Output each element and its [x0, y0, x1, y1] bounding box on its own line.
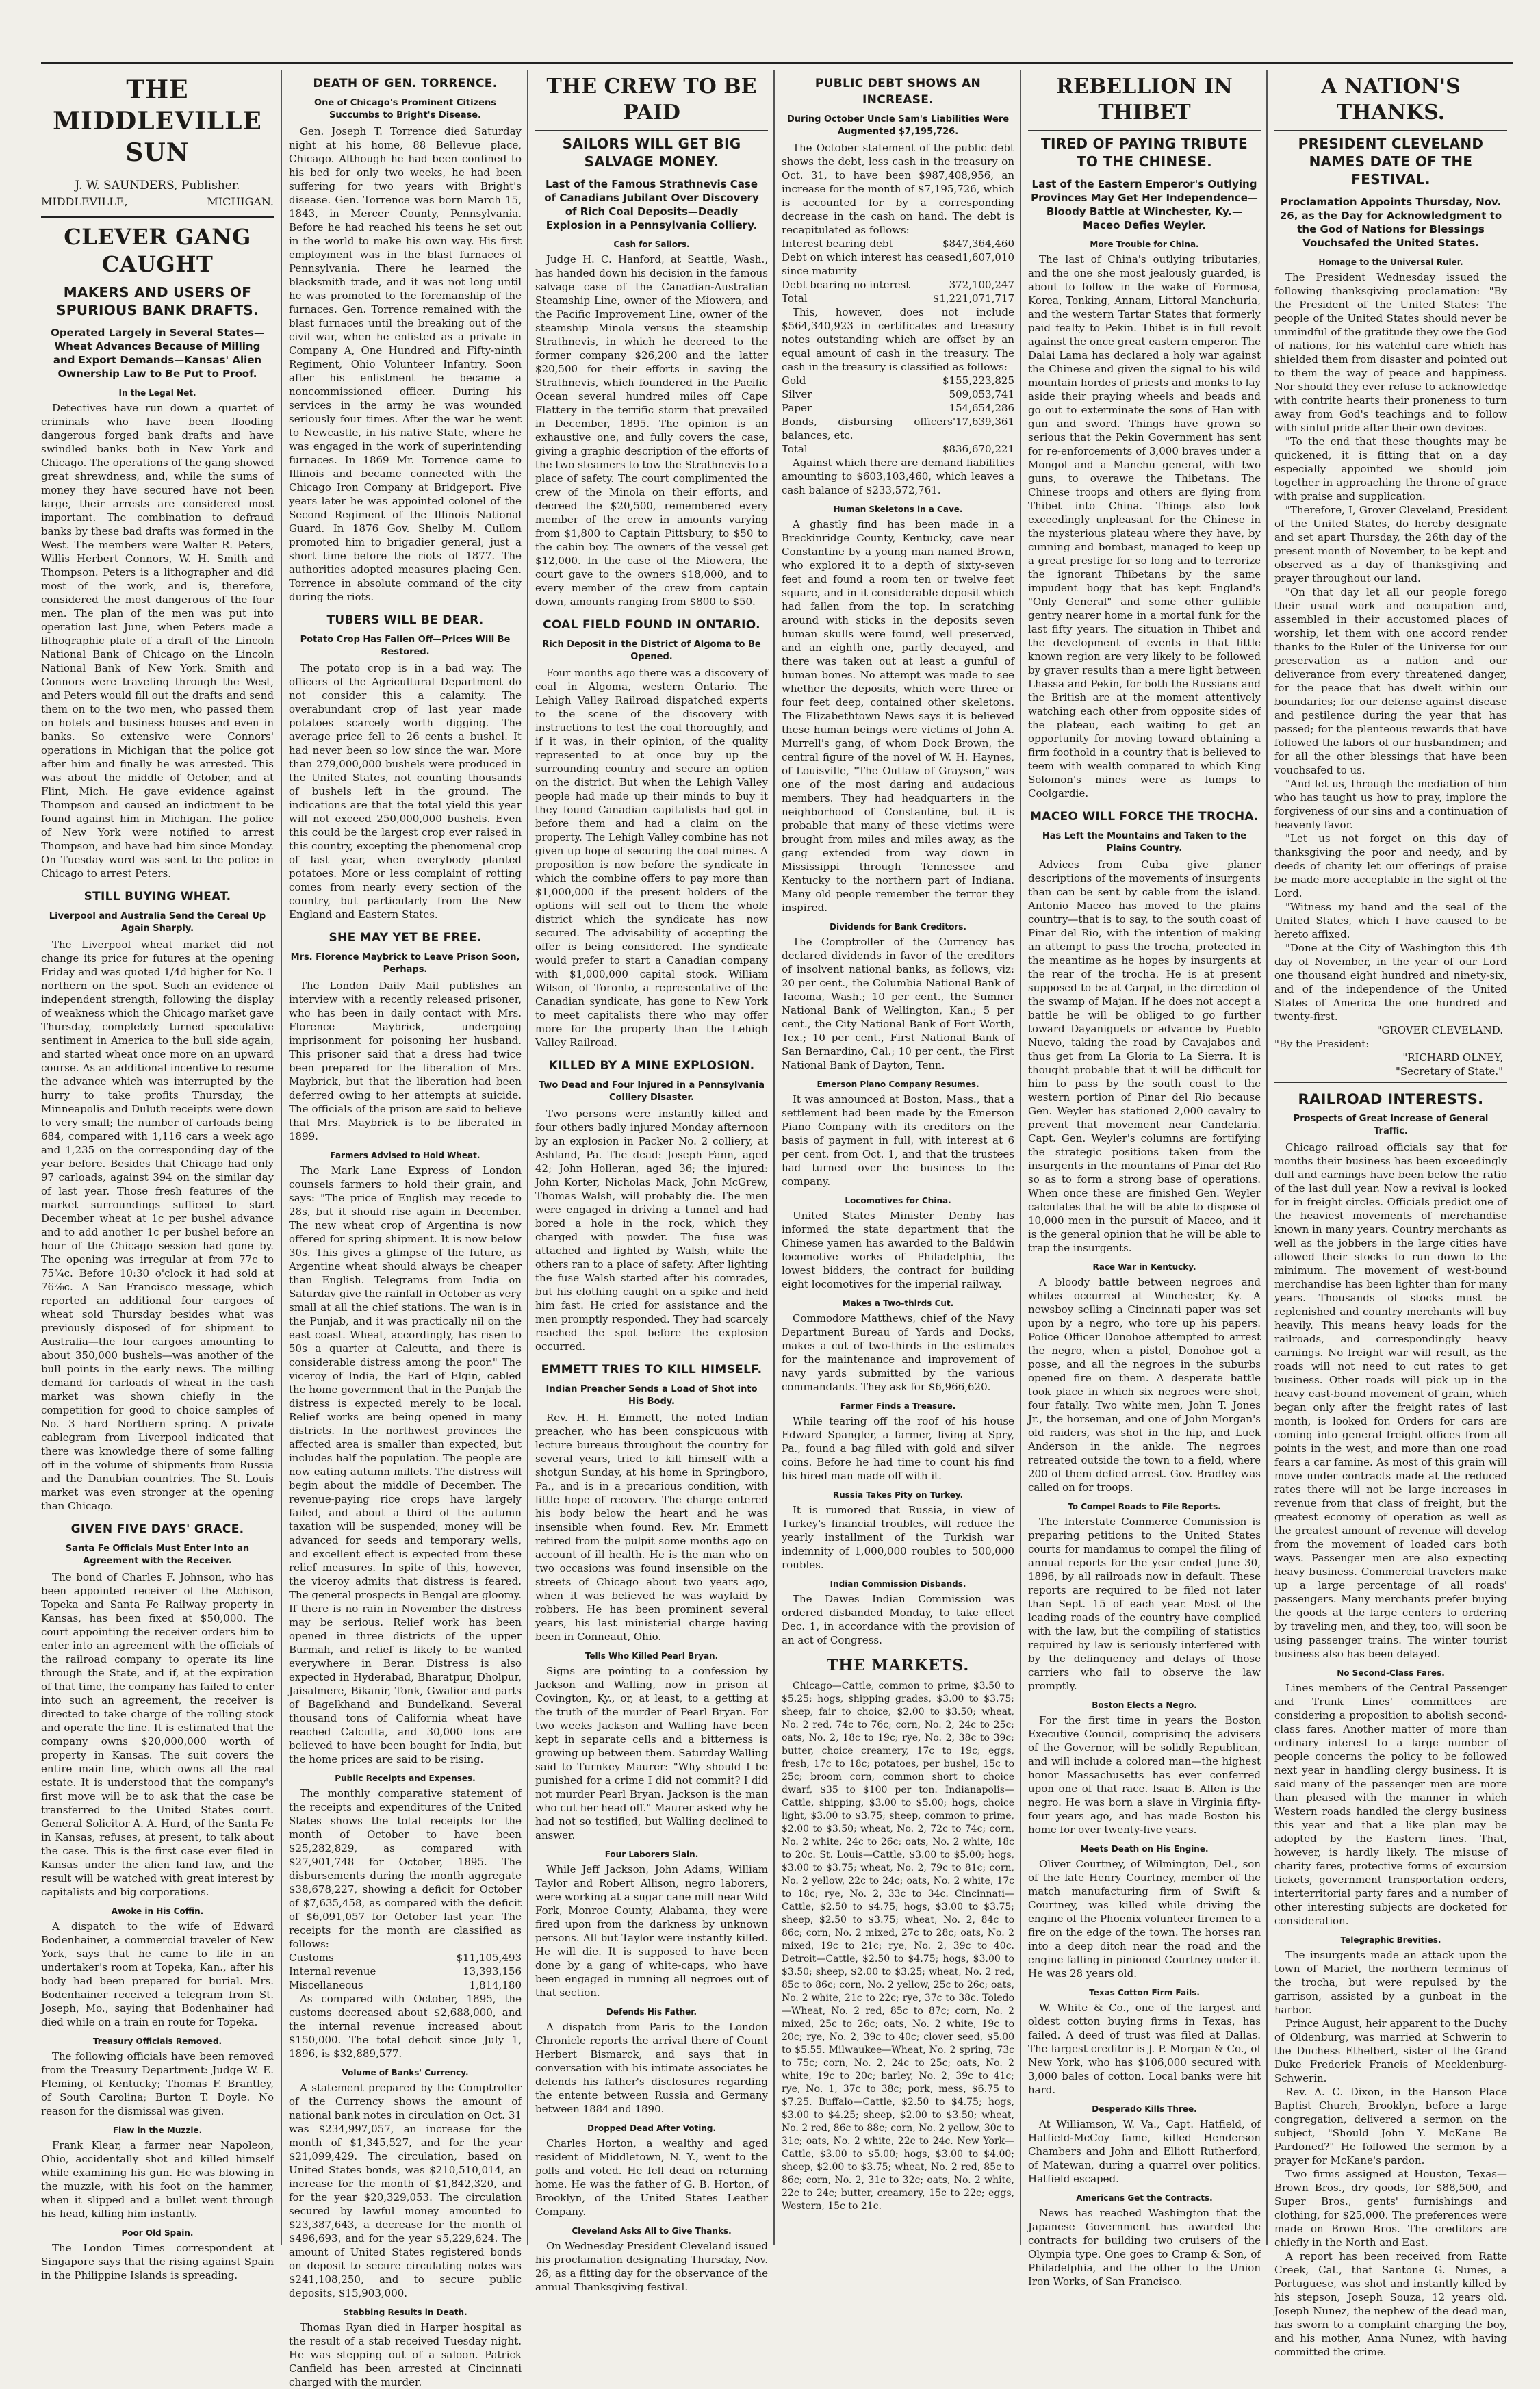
caption: Cash for Sailors.: [613, 240, 690, 249]
row-value: $1,221,071,717: [932, 292, 1014, 305]
headline: EMMETT TRIES TO KILL HIMSELF.: [541, 1363, 762, 1377]
caption: Americans Get the Contracts.: [1076, 2193, 1213, 2203]
caption: Dropped Dead After Voting.: [587, 2123, 717, 2133]
subhead: Has Left the Mountains and Taken to the Plains Country.: [1042, 831, 1247, 854]
column-divider: [281, 70, 282, 2245]
row-label: Paper: [782, 402, 812, 414]
article-text: On Wednesday President Cleveland issued his proclamation designating Thursday, Nov. 26, as a fitting day for the observance of the annual Thanksgiving festival.: [535, 2240, 768, 2293]
signature-line: "By the President:: [1274, 1038, 1370, 1050]
article-text: Signs are pointing to a confession by Jackson and Walling, now in prison at Covington, Ky., or, at least, to a getting at the truth of the murder of Pearl Bryan. For two weeks Jackson and Walling have been kept in separate cells and a bitterness is growing up between them. Saturday Walling said to Turnkey Maurer: "Why should I be punished for a crime I did not commit? I did not murder Pearl Bryan. Jackson is the man who cut her head off." Maurer asked why he had not so testified, but Walling declined to answer.: [535, 1665, 768, 1841]
subhead: One of Chicago's Prominent Citizens Succumbs to Bright's Disease.: [314, 98, 496, 120]
row-value: $847,364,460: [942, 238, 1014, 250]
top-rule: [41, 62, 1513, 64]
deck: SAILORS WILL GET BIG SALVAGE MONEY.: [562, 136, 741, 170]
divider: [535, 130, 768, 131]
headline: CLEVER GANG CAUGHT: [64, 224, 251, 277]
article-text: While Jeff Jackson, John Adams, William Taylor and Robert Allison, negro laborers, were working at a sugar cane mill near Wild Fork, Monroe County, Alabama, they were fired upon from the darkness by unknown persons. All but Taylor were instantly killed. He will die. It is supposed to have been done by a gang of white-caps, who have been engaged in running all negroes out of that section.: [535, 1863, 768, 1999]
row-label: Debt bearing no interest: [782, 279, 910, 291]
markets-title: THE MARKETS.: [826, 1657, 970, 1674]
headline: SHE MAY YET BE FREE.: [329, 931, 482, 945]
caption: Human Skeletons in a Cave.: [833, 504, 963, 514]
article-text: A dispatch from Paris to the London Chronicle reports the arrival there of Count Herbert Bismarck, and says that in conversation with his intimate associates he defends his father's disclosures regarding the entente between Russia and Germany between 1884 and 1890.: [535, 2021, 768, 2115]
article-text: The London Times correspondent at Singapore says that the rising against Spain in the Philippine Islands is spreading.: [41, 2242, 274, 2282]
article-text: The Mark Lane Express of London counsels farmers to hold their grain, and says: "The price of English may recede to 28s, but it should rise again in December. The new wheat crop of Argentina is now offered for spring shipment. It is now below 30s. This gives a glimpse of the future, as Argentine wheat should always be cheaper than English. Telegrams from India on Saturday give the rainfall in October as very small at all the chief stations. The wan is in the Punjab, and it was practically nil on the east coast. Wheat, accordingly, has risen to 50s a quarter at Calcutta, and there is considerable distress among the poor." The viceroy of India, the Earl of Elgin, cabled the home government that in the Punjab the distress is expected merely to be local. Relief works are being opened in many districts. In the northwest provinces the affected area is smaller than expected, but includes half the population. The people are now eating autumn millets. The distress will begin about the middle of December. The revenue-paying rice crops have largely failed, and about a third of the autumn taxation will be suspended; money will be advanced for seeds and temporary wells, and excellent effect is expected from these relief measures. In spite of this, however, the viceroy admits that distress is feared. The general prospects in Bengal are gloomy. If there is no rain in November the distress may be serious. Relief work has been opened in three districts of the upper Burmah, and relief is likely to be wanted everywhere in Berar. Distress is also expected in Hyderabad, Bharatpur, Dholpur, Jaisalmere, Bikanir, Tonk, Gwalior and parts of Bagelkhand and Bundelkand. Several thousand tons of California wheat have reached Calcutta, and 30,000 tons are believed to have been bought for India, but the home prices are said to be rising.: [289, 1164, 522, 1765]
table-row: [782, 278, 1014, 292]
column-5: [1028, 74, 1261, 2288]
row-label: Internal revenue: [289, 1965, 376, 1978]
caption: Awoke in His Coffin.: [111, 1906, 204, 1916]
subdeck: Last of the Famous Strathnevis Case of Canadians Jubilant Over Discovery of Rich Coal Deposits—Deadly Explosion in a Pennsylvania Colliery.: [544, 178, 759, 231]
debt-table: [782, 237, 1014, 305]
subhead: Prospects of Great Increase of General Traffic.: [1293, 1114, 1489, 1136]
caption: Desperado Kills Three.: [1092, 2104, 1197, 2114]
article-text: The London Daily Mail publishes an interview with a recently released prisoner, who has been in daily contact with Mrs. Florence Maybrick, undergoing imprisonment for poisoning her husband. This prisoner said that a dress had twice been prepared for the liberation of Mrs. Maybrick, but that the liberation had been deferred owing to her attempts at suicide. The officials of the prison are said to believe that Mrs. Maybrick is to be liberated in 1899.: [289, 980, 522, 1142]
divider: [1274, 130, 1507, 131]
article-text: The October statement of the public debt shows the debt, less cash in the treasury on Oct. 31, to have been $987,408,956, an increase for the month of $7,195,726, which is accounted for by a corresponding decrease in the cash on hand. The debt is recapitulated as follows:: [782, 142, 1014, 236]
article-text: A bloody battle between negroes and whites occurred at Winchester, Ky. A newsboy selling a Cincinnati paper was set upon by a negro, who tore up his papers. Police Officer Donohoe attempted to arrest the negro, when a pistol, Donohoe got a posse, and all the negroes in the suburbs opened fire on them. A desperate battle took place in which six negroes were shot, four fatally. Two white men, John T. Jones Jr., the horseman, and one of John Morgan's old raiders, was shot in the hip, and Luck Anderson in the ankle. The negroes retreated outside the town to a field, where 200 of them defied arrest. Gov. Bradley was called on for troops.: [1028, 1276, 1261, 1494]
article-text: Two firms assigned at Houston, Texas—Brown Bros., dry goods, for $88,500, and Super Bros., gents' furnishings and clothing, for $25,000. The preferences were made on Brown Bros. The creditors are chiefly in the North and East.: [1274, 2168, 1507, 2249]
cash-table: [782, 374, 1014, 456]
article-text: Chicago railroad officials say that for months their business has been exceedingly dull and earnings have been below the ratio of the last dull year. Now a revival is looked for in freight circles. Officials predict one of the heaviest movements of merchandise known in many years. Country merchants as well as the jobbers in the large cities have allowed their stocks to run down to the minimum. The movement of west-bound merchandise has been lighter than for many years. Thousands of stocks must be replenished and country merchants will buy heavily. This means heavy loads for the railroads, and correspondingly heavy earnings. No freight war will result, as the roads will not need to cut rates to get business. Other roads will pick up in the heavy east-bound movement of grain, which began only after the freight rates of last month, is looked for. Orders for cars are coming into general freight offices from all points in the west, and more than one road fears a car famine. As most of this grain will move under contracts made at the reduced rates there will not be large increases in revenue from that class of freight, but the greatest economy of operation as well as the greatest amount of revenue will develop from the movement of loaded cars both ways. Passenger men are also expecting heavy business. Commercial travelers make up a large percentage of all roads' passengers. Many merchants prefer buying the goods at the large centers to ordering by traveling men, and they, too, will soon be using passenger trains. The winter tourist business also has been delayed.: [1274, 1141, 1507, 1660]
article-text: "On that day let all our people forego their usual work and occupation and, assembled in their accustomed places of worship, let them with one accord render thanks to the Ruler of the Universe for our preservation as a nation and our deliverance from every threatened danger, for the peace that has dwelt within our boundaries; for our defense against disease and pestilence during the year that has passed; for the plenteous rewards that have followed the labors of our husbandmen; and for all the other blessings that have been vouchsafed to us.: [1274, 586, 1507, 776]
table-row: [782, 442, 1014, 456]
subhead: Mrs. Florence Maybrick to Leave Prison Soon, Perhaps.: [290, 952, 520, 975]
headline: DEATH OF GEN. TORRENCE.: [313, 77, 498, 90]
caption: Telegraphic Brevities.: [1340, 1935, 1441, 1945]
column-2: [289, 74, 522, 2388]
subdeck: Operated Largely in Several States—Wheat Advances Because of Milling and Export Demands—Kansas' Alien Ownership Law to Be Put to Proof.: [51, 327, 264, 380]
caption: Locomotives for China.: [845, 1196, 951, 1205]
headline: REBELLION IN THIBET: [1056, 75, 1233, 125]
caption: Stabbing Results in Death.: [343, 2308, 467, 2317]
row-label: Gold: [782, 374, 806, 387]
article-text: W. White & Co., one of the largest and oldest cotton buying firms in Texas, has failed. A deed of trust was filed at Dallas. The largest creditor is J. P. Morgan & Co., of New York, who has $106,000 secured with 3,000 bales of cotton. Local banks were hit hard.: [1028, 2002, 1261, 2096]
table-row: [782, 401, 1014, 415]
article-text: Oliver Courtney, of Wilmington, Del., son of the late Henry Courtney, member of the match manufacturing firm of Swift & Courtney, was killed while driving the engine of the Phoenix volunteer firemen to a fire on the edge of the town. The horses ran into a deep ditch near the road and the engine falling in pinioned Courtney under it. He was 28 years old.: [1028, 1858, 1261, 1980]
row-label: Debt on which interest has ceased since maturity: [782, 251, 962, 277]
deck: MAKERS AND USERS OF SPURIOUS BANK DRAFTS.: [56, 284, 259, 318]
table-row: [289, 1965, 522, 1978]
article-text: "Let us not forget on this day of thanksgiving the poor and needy, and by deeds of charity let our offerings of praise be made more acceptable in the sight of the Lord.: [1274, 832, 1507, 899]
article-text: The Comptroller of the Currency has declared dividends in favor of the creditors of insolvent national banks, as follows, viz: 20 per cent., the Columbia National Bank of Tacoma, Wash.; 10 per cent., the Sumner National Bank of Wellington, Kan.; 5 per cent., the City National Bank of Fort Worth, Tex.; 10 per cent., First National Bank of San Bernardino, Cal.; 10 per cent., the First National Bank of Dayton, Tenn.: [782, 936, 1014, 1071]
headline: COAL FIELD FOUND IN ONTARIO.: [543, 618, 760, 632]
caption: More Trouble for China.: [1090, 240, 1199, 249]
table-row: [782, 251, 1014, 278]
article-text: A ghastly find has been made in a Breckinridge County, Kentucky, cave near Constantine by a young man named Brown, who explored it to a depth of sixty-seven feet and found a room ten or twelve feet square, and in it considerable deposit which had fallen from the top. In scratching around with sticks in the deposits seven human skulls were found, well preserved, and an eighth one, partly decayed, and there was taken out at least a gunful of human bones. No attempt was made to see whether the deposits, which were three or four feet deep, contained other skeletons. The Elizabethtown News says it is believed these human beings were victims of John A. Murrell's gang, of whom Dock Brown, the central figure of the novel of W. H. Haynes, of Louisville, "The Outlaw of Grayson," was one of the most daring and audacious members. They had headquarters in the neighborhood of Constantine, but it is probable that many of these victims were brought from miles and miles away, as the gang extended from way down in Mississippi through Tennessee and Kentucky to the northern part of Indiana. Many old people remember the terror they inspired.: [782, 518, 1014, 914]
article-text: Four months ago there was a discovery of coal in Algoma, western Ontario. The Lehigh Valley Railroad dispatched experts to the scene of the discovery with instructions to test the coal thoroughly, and if it was, in their opinion, of the quality represented to at once buy up the surrounding country and secure an option on the district. But when the Lehigh Valley people had made up their minds to buy it they found Canadian capitalists had got in before them and had a claim on the property. The Lehigh Valley combine has not given up hope of securing the coal mines. A proposition is now before the syndicate in which the combine offers to pay more than $1,000,000 if the present holders of the options will sell out to them the whole district which the syndicate has now secured. The advisability of accepting the offer is being considered. The syndicate would prefer to start a Canadian company with $1,000,000 capital stock. William Wilson, of Toronto, a representative of the Canadian syndicate, has gone to New York to meet capitalists there who may offer more for the property than the Lehigh Valley Railroad.: [535, 667, 768, 1049]
subhead: Indian Preacher Sends a Load of Shot into His Body.: [546, 1384, 758, 1407]
article-text: The Interstate Commerce Commission is preparing petitions to the United States courts for mandamus to compel the filing of annual reports for the year ended June 30, 1896, by all railroads now in default. These reports are required to be filed not later than Sept. 15 of each year. Most of the leading roads of the country have complied with the law, but the compiling of statistics required by law is seriously interfered with by the delinquency and delays of those carriers who fail to observe the law promptly.: [1028, 1516, 1261, 1692]
masthead-location: [41, 194, 274, 210]
row-value: $836,670,221: [942, 443, 1014, 455]
caption: Public Receipts and Expenses.: [335, 1774, 476, 1783]
row-value: 1,814,180: [469, 1979, 522, 1991]
column-divider: [773, 70, 775, 2245]
caption: Meets Death on His Engine.: [1080, 1844, 1209, 1854]
divider: [1274, 1082, 1507, 1083]
headline: RAILROAD INTERESTS.: [1298, 1091, 1484, 1108]
column-1: [41, 74, 274, 2282]
column-divider: [1266, 70, 1268, 2245]
article-text: Rev. H. H. Emmett, the noted Indian preacher, who has been conspicuous with lecture bureaus throughout the country for several years, tried to kill himself with a shotgun Sunday, at his home in Springboro, Pa., and is in a precarious condition, with little hope of recovery. The charge entered his body below the heart and he was insensible when found. Rev. Mr. Emmett retired from the pulpit some months ago on account of ill health. He is the man who on two occasions was found insensible on the streets of Chicago about two years ago, when it was believed he was waylaid by robbers. He has been prominent several years, his last ministerial charge having been in Conneaut, Ohio.: [535, 1411, 768, 1643]
caption: Treasury Officials Removed.: [92, 2036, 222, 2046]
article-text: Prince August, heir apparent to the Duchy of Oldenburg, was married at Schwerin to the Duchess Ethelbert, sister of the Grand Duke Frederick Francis of Mecklenburg-Schwerin.: [1274, 2017, 1507, 2084]
article-text: Judge H. C. Hanford, at Seattle, Wash., has handed down his decision in the famous salvage case of the Canadian-Australian Steamship Line, owner of the Miowera, and the Pacific Improvement Line, owner of the steamship Minola versus the steamship Strathnevis, in which he decreed to the former company $26,200 and the latter $20,500 for their efforts in saving the Strathnevis, which foundered in the Pacific Ocean several hundred miles off Cape Flattery in the terrific storm that prevailed in December, 1895. The opinion is an exhaustive one, and fully covers the case, giving a graphic description of the efforts of the two steamers to tow the Strathnevis to a place of safety. The court complimented the crew of the Minola on their efforts, and decreed the $20,500, remembered every member of the crew in amounts varying from $1,800 to Captain Pittsbury, to $50 to the cabin boy. The owners of the vessel get $12,000. In the case of the Miowera, the court gave to the owners $18,000, and to every member of the crew from captain down, amounts ranging from $800 to $50.: [535, 253, 768, 608]
caption: Emerson Piano Company Resumes.: [817, 1079, 979, 1089]
caption: Russia Takes Pity on Turkey.: [832, 1490, 964, 1500]
masthead-state: MICHIGAN.: [207, 195, 274, 208]
signature-line: "Secretary of State.": [1395, 1065, 1503, 1077]
article-text: A report has been received from Ratte Creek, Cal., that Santone G. Nunes, a Portuguese, was shot and instantly killed by his stepson, Joseph Souza, 12 years old. Joseph Nunez, the nephew of the dead man, has sworn to a complaint charging the boy, and his mother, Anna Nunez, with having committed the crime.: [1274, 2250, 1507, 2358]
caption: Race War in Kentucky.: [1092, 1262, 1196, 1272]
caption: No Second-Class Fares.: [1337, 1668, 1445, 1678]
table-row: [782, 292, 1014, 305]
headline: TUBERS WILL BE DEAR.: [326, 613, 484, 627]
market-report: Chicago—Cattle, common to prime, $3.50 to $5.25; hogs, shipping grades, $3.00 to $3.75; sheep, fair to choice, $2.00 to $3.50; wheat, No. 2 red, 74c to 76c; corn, No. 2, 24c to 25c; oats, No. 2, 18c to 19c; rye, No. 2, 38c to 39c; butter, choice creamery, 17c to 19c; eggs, fresh, 17c to 18c; potatoes, per bushel, 15c to 25c; broom corn, common short to choice dwarf, $35 to $100 per ton. Indianapolis—Cattle, shipping, $3.00 to $5.00; hogs, choice light, $3.00 to $3.75; sheep, common to prime, $2.00 to $3.50; wheat, No. 2, 72c to 74c; corn, No. 2 white, 24c to 26c; oats, No. 2 white, 18c to 20c. St. Louis—Cattle, $3.00 to $5.00; hogs, $3.00 to $3.75; wheat, No. 2, 79c to 81c; corn, No. 2 yellow, 22c to 24c; oats, No. 2 white, 17c to 18c; rye, No. 2, 33c to 34c. Cincinnati—Cattle, $2.50 to $4.75; hogs, $3.00 to $3.75; sheep, $2.50 to $3.75; wheat, No. 2, 84c to 86c; corn, No. 2 mixed, 27c to 28c; oats, No. 2 mixed, 19c to 21c; rye, No. 2, 39c to 40c. Detroit—Cattle, $2.50 to $4.75; hogs, $3.00 to $3.50; sheep, $2.00 to $3.25; wheat, No. 2 red, 85c to 86c; corn, No. 2 yellow, 25c to 26c; oats, No. 2 white, 21c to 22c; rye, 37c to 38c. Toledo—Wheat, No. 2 red, 85c to 87c; corn, No. 2 mixed, 25c to 26c; oats, No. 2 white, 19c to 20c; rye, No. 2, 39c to 40c; clover seed, $5.00 to $5.55. Milwaukee—Wheat, No. 2 spring, 73c to 75c; corn, No. 2, 24c to 25c; oats, No. 2 white, 19c to 20c; barley, No. 2, 39c to 41c; rye, No. 1, 37c to 38c; pork, mess, $6.75 to $7.25. Buffalo—Cattle, $2.50 to $4.75; hogs, $3.00 to $4.25; sheep, $2.00 to $3.50; wheat, No. 2 red, 86c to 88c; corn, No. 2 yellow, 30c to 31c; oats, No. 2 white, 22c to 24c. New York—Cattle, $3.00 to $5.00; hogs, $3.00 to $4.00; sheep, $2.00 to $3.75; wheat, No. 2 red, 85c to 86c; corn, No. 2, 31c to 32c; oats, No. 2 white, 22c to 24c; butter, creamery, 15c to 22c; eggs, Western, 15c to 21c.: [782, 1681, 1014, 2212]
caption: Texas Cotton Firm Fails.: [1089, 1988, 1200, 1997]
divider: [1028, 130, 1261, 131]
row-value: 509,053,741: [949, 388, 1014, 400]
subhead: Potato Crop Has Fallen Off—Prices Will Be Restored.: [300, 635, 511, 657]
article-text: Advices from Cuba give planer descriptions of the movements of insurgents than can be sent by cable from the island. Antonio Maceo has moved to the plains country—that is to say, to the south coast of Pinar del Rio, with the intention of making an attempt to pass the trocha, protected in the meantime as he hopes by insurgents at the rear of the trocha. He is at present supposed to be at Carpal, in the direction of the swamp of Majan. If he does not accept a battle he will be obliged to go further toward Dayaniguets or advance by Pueblo Nuevo, taking the road by Cavajabos and thus get from La Gloria to La Sierra. It is thought probable that it will be difficult for him to pass by the south coast to the western portion of Pinar del Rio because Gen. Weyler has stationed 2,000 cavalry to prevent that movement near Candelaria. Capt. Gen. Weyler's columns are fortifying the strategic positions taken from the insurgents in the mountains of Pinar del Rio so as to form a strong base of operations. When once these are finished Gen. Weyler calculates that he will be able to dispose of 10,000 men in the pursuit of Maceo, and it is the general opinion that he will be able to trap the insurgents.: [1028, 858, 1261, 1254]
article-text: A statement prepared by the Comptroller of the Currency shows the amount of national bank notes in circulation on Oct. 31 was $234,997,057, an increase for the month of $1,345,527, and for the year $21,099,429. The circulation, based on United States bonds, was $210,510,014, an increase for the month of $1,842,320, and for the year $20,329,053. The circulation secured by lawful money amounted to $23,387,643, a decrease for the month of $496,693, and for the year $5,229,624. The amount of United States registered bonds on deposit to secure circulating notes was $241,108,250, and to secure public deposits, $15,903,000.: [289, 2082, 522, 2299]
caption: To Compel Roads to File Reports.: [1068, 1502, 1221, 1511]
caption: Makes a Two-thirds Cut.: [842, 1299, 954, 1308]
subdeck: Last of the Eastern Emperor's Outlying Provinces May Get Her Independence—Bloody Battle at Winchester, Ky.—Maceo Defies Weyler.: [1031, 178, 1258, 231]
article-text: For the first time in years the Boston Executive Council, comprising the advisers of the Governor, will be solidly Republican, and will include a colored man—the highest honor Massachusetts has ever conferred upon one of that race. Isaac B. Allen is the negro. He was born a slave in Virginia fifty-four years ago, and has made Boston his home for over twenty-five years.: [1028, 1714, 1261, 1836]
article-text: It was announced at Boston, Mass., that a settlement had been made by the Emerson Piano Company with its creditors on the basis of payment in full, with interest at 6 per cent. from Oct. 1, and that the trustees had turned over the business to the company.: [782, 1093, 1014, 1188]
row-label: Total: [782, 292, 808, 305]
row-value: 1,607,010: [962, 251, 1014, 264]
deck: TIRED OF PAYING TRIBUTE TO THE CHINESE.: [1041, 136, 1248, 170]
subdeck: Proclamation Appoints Thursday, Nov. 26, as the Day for Acknowledgment to the God of Nations for Blessings Vouchsafed the United States.: [1279, 196, 1502, 249]
deck: PRESIDENT CLEVELAND NAMES DATE OF THE FESTIVAL.: [1298, 136, 1484, 188]
article-text: A dispatch to the wife of Edward Bodenhainer, a commercial traveler of New York, says that he came to life in an undertaker's room at Topeka, Kan., after his body had been prepared for burial. Mrs. Bodenhainer received a telegram from St. Joseph, Mo., saying that Bodenhainer had died while on a train en route for Topeka.: [41, 1920, 274, 2028]
signature-line: "GROVER CLEVELAND.: [1376, 1024, 1503, 1036]
row-label: Bonds, disbursing officers' balances, etc.: [782, 416, 956, 442]
article-text: The bond of Charles F. Johnson, who has been appointed receiver of the Atchison, Topeka and Santa Fe Railway property in Kansas, has been fixed at $50,000. The court appointing the receiver orders him to enter into an agreement with the officials of the railroad company to operate its line through the State, and if, at the expiration of that time, the company has failed to enter into such an agreement, the receiver is directed to take charge of the rolling stock and operate the line. It is estimated that the company owns $20,000,000 worth of property in Kansas. The suit covers the entire main line, which owns all the real estate. It is understood that the company's first move will be to ask that the case be transferred to the United States court. General Solicitor A. A. Hurd, of the Santa Fe in Kansas, refuses, at present, to talk about the case. This is the first case ever filed in Kansas under the alien land law, and the result will be watched with great interest by capitalists and big corporations.: [41, 1571, 274, 1898]
article-text: Thomas Ryan died in Harper hospital as the result of a stab received Tuesday night. He was stepping out of a saloon. Patrick Canfield has been arrested at Cincinnati charged with the murder.: [289, 2321, 522, 2388]
article-text: News has reached Washington that the Japanese Government has awarded the contracts for building two cruisers of the Olympia type. One goes to Cramp & Son, of Philadelphia, and the other to the Union Iron Works, of San Francisco.: [1028, 2207, 1261, 2288]
table-row: [289, 1978, 522, 1992]
article-text: The Liverpool wheat market did not change its price for futures at the opening Friday and was quoted 1/4d higher for No. 1 northern on the spot. Such an evidence of independent strength, following the display of weakness which the Chicago market gave Thursday, completely turned speculative sentiment in America to the bull side again, and started wheat once more on an upward course. As an additional incentive to resume the advance which was interrupted by the hurry to take profits Thursday, the Minneapolis and Duluth receipts were down to very small; the number of carloads being 684, compared with 1,116 cars a week ago and 1,235 on the corresponding day of the year before. Besides that Chicago had only 97 carloads, against 394 on the similar day of last year. Those fresh features of the market surroundings sufficed to start December wheat at 1c per bushel advance and to add another 1c per bushel before an hour of the Chicago session had gone by. The opening was irregular at from 77c to 75¾c. Before 10:30 o'clock it had sold at 76⅞c. A San Francisco message, which reported an additional four cargoes of wheat sold Thursday besides what was previously disposed of for shipment to Australia—the four cargoes amounting to about 350,000 bushels—was another of the bull points in the early news. The milling demand for carloads of wheat in the cash market was shown chiefly in the competition for good to choice samples of No. 3 hard Northern spring. A private cablegram from Liverpool indicated that there was knowledge there of some falling off in the volume of shipments from Russia and the Danubian countries. The St. Louis market was even stronger at the opening than Chicago.: [41, 938, 274, 1512]
article-text: The following officials have been removed from the Treasury Department: Judge W. E. Fleming, of Kentucky; Thomas F. Brantley, of South Carolina; Burton T. Doyle. No reason for the dismissal was given.: [41, 2050, 274, 2117]
caption: Farmers Advised to Hold Wheat.: [330, 1151, 480, 1160]
column-divider: [527, 70, 528, 2245]
subhead: Two Dead and Four Injured in a Pennsylvania Colliery Disaster.: [538, 1080, 765, 1103]
row-value: 13,393,156: [463, 1965, 522, 1978]
row-value: 372,100,247: [949, 279, 1014, 291]
masthead-title: THE MIDDLEVILLE SUN: [53, 75, 262, 167]
row-label: Silver: [782, 388, 812, 400]
headline: STILL BUYING WHEAT.: [84, 890, 231, 904]
table-row: [782, 374, 1014, 387]
table-row: [782, 415, 1014, 442]
receipts-table: [289, 1951, 522, 1992]
table-row: [289, 1951, 522, 1965]
headline: A NATION'S THANKS.: [1321, 75, 1461, 125]
article-text: The Dawes Indian Commission was ordered disbanded Monday, to take effect Dec. 1, in accordance with the provision of an act of Congress.: [782, 1593, 1014, 1646]
caption: Cleveland Asks All to Give Thanks.: [572, 2226, 732, 2236]
row-label: Miscellaneous: [289, 1979, 363, 1991]
caption: Tells Who Killed Pearl Bryan.: [585, 1651, 719, 1661]
row-value: 154,654,286: [949, 402, 1014, 414]
caption: Poor Old Spain.: [121, 2228, 194, 2238]
article-text: Rev. A. C. Dixon, in the Hanson Place Baptist Church, Brooklyn, before a large congregation, delivered a sermon on the subject, "Should John Y. McKane Be Pardoned?" He followed the sermon by a prayer for McKane's pardon.: [1274, 2086, 1507, 2167]
subhead: During October Uncle Sam's Liabilities Were Augmented $7,195,726.: [786, 114, 1010, 137]
caption: Flaw in the Muzzle.: [112, 2125, 203, 2135]
column-4: [782, 74, 1014, 2252]
article-text: While tearing off the roof of his house Edward Spangler, a farmer, living at Spry, Pa., found a bag filled with gold and silver coins. Before he had time to count his find his hired man made off with it.: [782, 1415, 1014, 1482]
caption: Defends His Father.: [606, 2007, 697, 2017]
article-text: "To the end that these thoughts may be quickened, it is fitting that on a day especially appointed we should join together in approaching the throne of grace with praise and supplication.: [1274, 435, 1507, 502]
article-text: Gen. Joseph T. Torrence died Saturday night at his home, 88 Bellevue place, Chicago. Although he had been confined to his bed for only two weeks, he had been suffering for two years with Bright's disease. Gen. Torrence was born March 15, 1843, in Mercer County, Pennsylvania. Before he had reached his teens he set out in the world to make his own way. His first employment was in the blast furnaces of Pennsylvania. There he learned the blacksmith trade, and it was not long until he was promoted to the foremanship of the furnaces. Gen. Torrence remained with the blast furnaces until the breaking out of the civil war, when he enlisted as a private in Company A, One Hundred and Fifty-ninth Regiment, Ohio Volunteer Infantry. Soon after his enlistment he became a noncommissioned officer. During his services in the army he was wounded seriously four times. After the war he went to Newcastle, in his native State, where he was engaged in the work of superintending furnaces. In 1869 Mr. Torrence came to Illinois and became connected with the Chicago Iron Company at Bridgeport. Five years later he was appointed colonel of the Second Regiment of the Illinois National Guard. In 1876 Gov. Shelby M. Cullom promoted him to brigadier general, just a short time before the riots of 1877. The authorities adopted measures placing Gen. Torrence in absolute command of the city during the riots.: [289, 125, 522, 603]
signature-line: "RICHARD OLNEY,: [1402, 1051, 1503, 1064]
article-text: "Done at the City of Washington this 4th day of November, in the year of our Lord one thousand eight hundred and ninety-six, and of the independence of the United States of America the one hundred and twenty-first.: [1274, 942, 1507, 1023]
subhead: Liverpool and Australia Send the Cereal Up Again Sharply.: [49, 911, 266, 934]
row-value: $155,223,825: [942, 374, 1014, 387]
article-text: Lines members of the Central Passenger and Trunk Lines' committees are considering a proposition to abolish second-class fares. Another matter of more than ordinary interest to a large number of people concerns the policy to be followed next year in handling clergy business. It is said many of the passenger men are more than pleased with the manner in which Western roads handled the clergy business this year and that a like plan may be adopted by the Eastern lines. That, however, is hardly likely. The misuse of charity fares, protective forms of excursion tickets, government transportation orders, interterritorial party fares and a number of other interesting subjects are docketed for consideration.: [1274, 1682, 1507, 1927]
article-text: Commodore Matthews, chief of the Navy Department Bureau of Yards and Docks, makes a cut of two-thirds in the estimates for the maintenance and improvement of navy yards submitted by the various commandants. They ask for $6,966,620.: [782, 1312, 1014, 1393]
caption: Farmer Finds a Treasure.: [840, 1401, 956, 1411]
article-text: It is rumored that Russia, in view of Turkey's financial troubles, will reduce the yearly installment of the Turkish war indemnity of 1,000,000 roubles to 500,000 roubles.: [782, 1504, 1014, 1571]
row-value: $11,105,493: [456, 1952, 522, 1964]
article-text: As compared with October, 1895, the customs decreased about $2,688,000, and the internal revenue increased about $150,000. The total deficit since July 1, 1896, is $32,889,577.: [289, 1993, 522, 2060]
article-text: Detectives have run down a quartet of criminals who have been flooding dangerous forged bank drafts and have swindled banks both in New York and Chicago. The operations of the gang showed great shrewdness, and, while the sums of money they have secured have not been large, their arrests are considered most important. The combination to defraud banks by these bad drafts was formed in the West. The members were Walter R. Peters, Willis Herbert Connors, W. H. Smith and Thompson. Peters is a lithographer and did most of the work, and is, therefore, considered the most dangerous of the four men. The plan of the men was put into operation last June, when Peters made a lithographic plate of a draft of the Lincoln National Bank of Chicago on the Lincoln National Bank of New York. Smith and Connors were traveling through the West, and Peters would fill out the drafts and send them on to the two men, who passed them on hotels and business houses and even in banks. So extensive were Connors' operations in Michigan that the police got after him and finally he was arrested. This was about the middle of October, and at Flint, Mich. He gave evidence against Thompson and caused an indictment to be found against him in Michigan. The police of New York were notified to arrest Thompson, and have had him since Monday. On Tuesday word was sent to the police in Chicago to arrest Peters.: [41, 402, 274, 880]
article-text: This, however, does not include $564,340,923 in certificates and treasury notes outstanding which are offset by an equal amount of cash in the treasury. The cash in the treasury is classified as follows:: [782, 306, 1014, 373]
masthead-city: MIDDLEVILLE,: [41, 195, 128, 208]
divider: [41, 216, 274, 218]
caption: In the Legal Net.: [118, 388, 196, 398]
headline: GIVEN FIVE DAYS' GRACE.: [70, 1522, 244, 1536]
article-text: "And let us, through the mediation of him who has taught us how to pray, implore the forgiveness of our sins and a continuation of heavenly favor.: [1274, 778, 1507, 831]
subhead: Santa Fe Officials Must Enter Into an Agreement with the Receiver.: [65, 1544, 250, 1566]
table-row: [782, 237, 1014, 251]
row-label: Total: [782, 443, 808, 455]
masthead-publisher: J. W. SAUNDERS, Publisher.: [75, 179, 240, 192]
article-text: The President Wednesday issued the following thanksgiving proclamation: "By the President of the United States: The people of the United States should never be unmindful of the gratitude they owe the God of nations, for his watchful care which has shielded them from disaster and pointed out to them the way of peace and happiness. Nor should they ever refuse to acknowledge with contrite hearts their proneness to turn away from God's teachings and to follow with sinful pride after their own devices.: [1274, 271, 1507, 434]
caption: Boston Elects a Negro.: [1092, 1700, 1197, 1710]
headline: THE CREW TO BE PAID: [546, 75, 757, 125]
article-text: "Witness my hand and the seal of the United States, which I have caused to be hereto affixed.: [1274, 901, 1507, 941]
article-text: "Therefore, I, Grover Cleveland, President of the United States, do hereby designate and set apart Thursday, the 26th day of the present month of November, to be kept and observed as a day of thanksgiving and prayer throughout our land.: [1274, 504, 1507, 585]
caption: Dividends for Bank Creditors.: [830, 922, 966, 932]
row-value: 17,639,361: [955, 416, 1014, 428]
table-row: [782, 387, 1014, 401]
column-divider: [1020, 70, 1021, 2245]
column-3: [535, 74, 768, 2293]
newspaper-page: [41, 62, 1513, 2388]
caption: Indian Commission Disbands.: [830, 1579, 966, 1589]
headline: MACEO WILL FORCE THE TROCHA.: [1030, 810, 1259, 823]
row-label: Customs: [289, 1952, 334, 1964]
article-text: At Williamson, W. Va., Capt. Hatfield, of Hatfield-McCoy fame, killed Henderson Chambers and John and Elliott Rutherford, of Matewan, during a quarrel over politics. Hatfield escaped.: [1028, 2118, 1261, 2185]
caption: Four Laborers Slain.: [604, 1850, 699, 1859]
subhead: Rich Deposit in the District of Algoma to Be Opened.: [542, 639, 761, 662]
article-text: The monthly comparative statement of the receipts and expenditures of the United States shows the total receipts for the month of October to have been $25,282,829, as compared with $27,901,748 for October, 1895. The disbursements during the month aggregate $38,678,227, showing a deficit for October of $7,635,458, as compared with the deficit of $6,091,057 for October last year. The receipts for the month are classified as follows:: [289, 1787, 522, 1950]
article-text: United States Minister Denby has informed the state department that the Chinese yamen has awarded to the Baldwin locomotive works of Philadelphia, the lowest bidders, the contract for building eight locomotives for the imperial railway.: [782, 1210, 1014, 1290]
article-text: The last of China's outlying tributaries, and the one she most jealously guarded, is about to follow in the wake of Formosa, Korea, Tonking, Annam, Littoral Manchuria, and the western Tartar States that formerly paid fealty to Pekin. Thibet is in full revolt against the once great eastern emperor. The Dalai Lama has declared a holy war against the Chinese and given the signal to his wild mountain hordes of priests and monks to lay aside their praying wheels and beads and go out to exterminate the sons of Han with gun and sword. Things have grown so serious that the Pekin Government has sent for re-enforcements of 3,000 braves under a Mongol and a Manchu general, with two guns, to overawe the Thibetans. The Chinese troops and others are flying from Thibet into China. Things also look exceedingly unpleasant for the Chinese in the mysterious plateau where they have, by cunning and bombast, managed to keep up a great prestige for so long and to terrorize the ignorant Thibetans by the same impudent bogy that has kept England's "Only General" and some other gullible gentry nearer home in a mortal funk for the last fifty years. The situation in Thibet and the development of events in that little known region are very likely to be followed by graver results than a mere light between Lhassa and Pekin, for both the Russians and the British are at the moment attentively watching each other from opposite sides of the plateau, each waiting to get an opportunity for moving toward obtaining a firm foothold in a country that is believed to teem with wealth compared to which King Solomon's mines were as lumps to Coolgardie.: [1028, 253, 1261, 800]
caption: Homage to the Universal Ruler.: [1318, 257, 1463, 267]
article-text: Frank Klear, a farmer near Napoleon, Ohio, accidentally shot and killed himself while examining his gun. He was blowing in the muzzle, with his foot on the hammer, when it slipped and a bullet went through his head, killing him instantly.: [41, 2139, 274, 2220]
article-text: Charles Horton, a wealthy and aged resident of Middletown, N. Y., went to the polls and voted. He fell dead on returning home. He was the father of G. B. Horton, of Brooklyn, of the United States Leather Company.: [535, 2137, 768, 2218]
article-text: The potato crop is in a bad way. The officers of the Agricultural Department do not consider this a calamity. The overabundant crop of last year made potatoes scarcely worth digging. The average price fell to 26 cents a bushel. It had never been so low since the war. More than 279,000,000 bushels were produced in the United States, not counting thousands of bushels left in the ground. The indications are that the total yield this year will not exceed 250,000,000 bushels. Even this could be the largest crop ever raised in this country, excepting the phenomenal crop of last year, when everybody planted potatoes. More or less complaint of rotting comes from nearly every section of the country, but particularly from the New England and Eastern States.: [289, 662, 522, 921]
article-text: The insurgents made an attack upon the town of Mariet, the northern terminus of the trocha, but were repulsed by the garrison, assisted by a gunboat in the harbor.: [1274, 1949, 1507, 2016]
row-label: Interest bearing debt: [782, 238, 893, 250]
headline: KILLED BY A MINE EXPLOSION.: [548, 1059, 755, 1073]
column-6: [1274, 74, 1507, 2358]
caption: Volume of Banks' Currency.: [342, 2068, 469, 2078]
headline: PUBLIC DEBT SHOWS AN INCREASE.: [814, 77, 981, 107]
article-text: Against which there are demand liabilities amounting to $603,103,460, which leaves a cash balance of $233,572,761.: [782, 457, 1014, 496]
article-text: Two persons were instantly killed and four others badly injured Monday afternoon by an explosion in Packer No. 2 colliery, at Ashland, Pa. The dead: Joseph Fann, aged 42; John Holleran, aged 36; the injured: John Korter, Nicholas Mack, John McGrew, Thomas Walsh, will probably die. The men were engaged in driving a tunnel and had bored a hole in the rock, which they charged with powder. The fuse was attached and lighted by Walsh, while the others ran to a place of safety. After lighting the fuse Walsh started after his comrades, but his clothing caught on a spike and held him fast. He cried for assistance and the men promptly responded. They had scarcely reached the spot before the explosion occurred.: [535, 1108, 768, 1353]
